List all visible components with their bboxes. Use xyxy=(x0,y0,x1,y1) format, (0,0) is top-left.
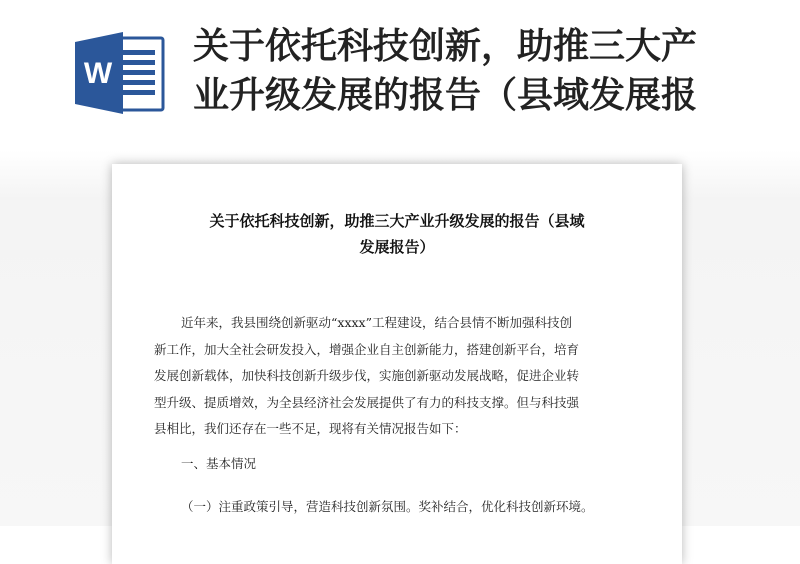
paragraph-line: 县相比，我们还存在一些不足，现将有关情况报告如下： xyxy=(154,421,467,436)
paragraph-line: 发展创新载体，加快科技创新升级步伐，实施创新驱动发展战略，促进企业转 xyxy=(154,368,580,383)
document-title-line-1: 关于依托科技创新，助推三大产业升级发展的报告（县域 xyxy=(209,212,585,230)
paragraph-line: 新工作，加大全社会研发投入，增强企业自主创新能力，搭建创新平台，培育 xyxy=(154,341,580,357)
document-title xyxy=(150,208,644,260)
banner-title xyxy=(193,22,793,120)
section-heading: 一、基本情况 xyxy=(181,456,257,471)
intro-paragraph xyxy=(154,310,640,443)
banner-title-line-2: 业升级发展的报告（县域发展报 xyxy=(193,75,698,116)
banner-title-line-1: 关于依托科技创新，助推三大产 xyxy=(193,26,698,67)
paragraph-line: 型升级、提质增效，为全县经济社会发展提供了有力的科技支撑。但与科技强 xyxy=(154,394,580,410)
document-title-line-2: 发展报告） xyxy=(359,238,435,256)
subsection-heading: （一）注重政策引导，营造科技创新氛围。奖补结合，优化科技创新环境。 xyxy=(181,499,594,514)
document-page xyxy=(112,164,682,564)
word-logo-letter: W xyxy=(83,57,113,90)
word-document-icon xyxy=(75,30,167,116)
paragraph-line: 近年来，我县围绕创新驱动“xxxx”工程建设，结合县情不断加强科技创 xyxy=(181,315,572,330)
